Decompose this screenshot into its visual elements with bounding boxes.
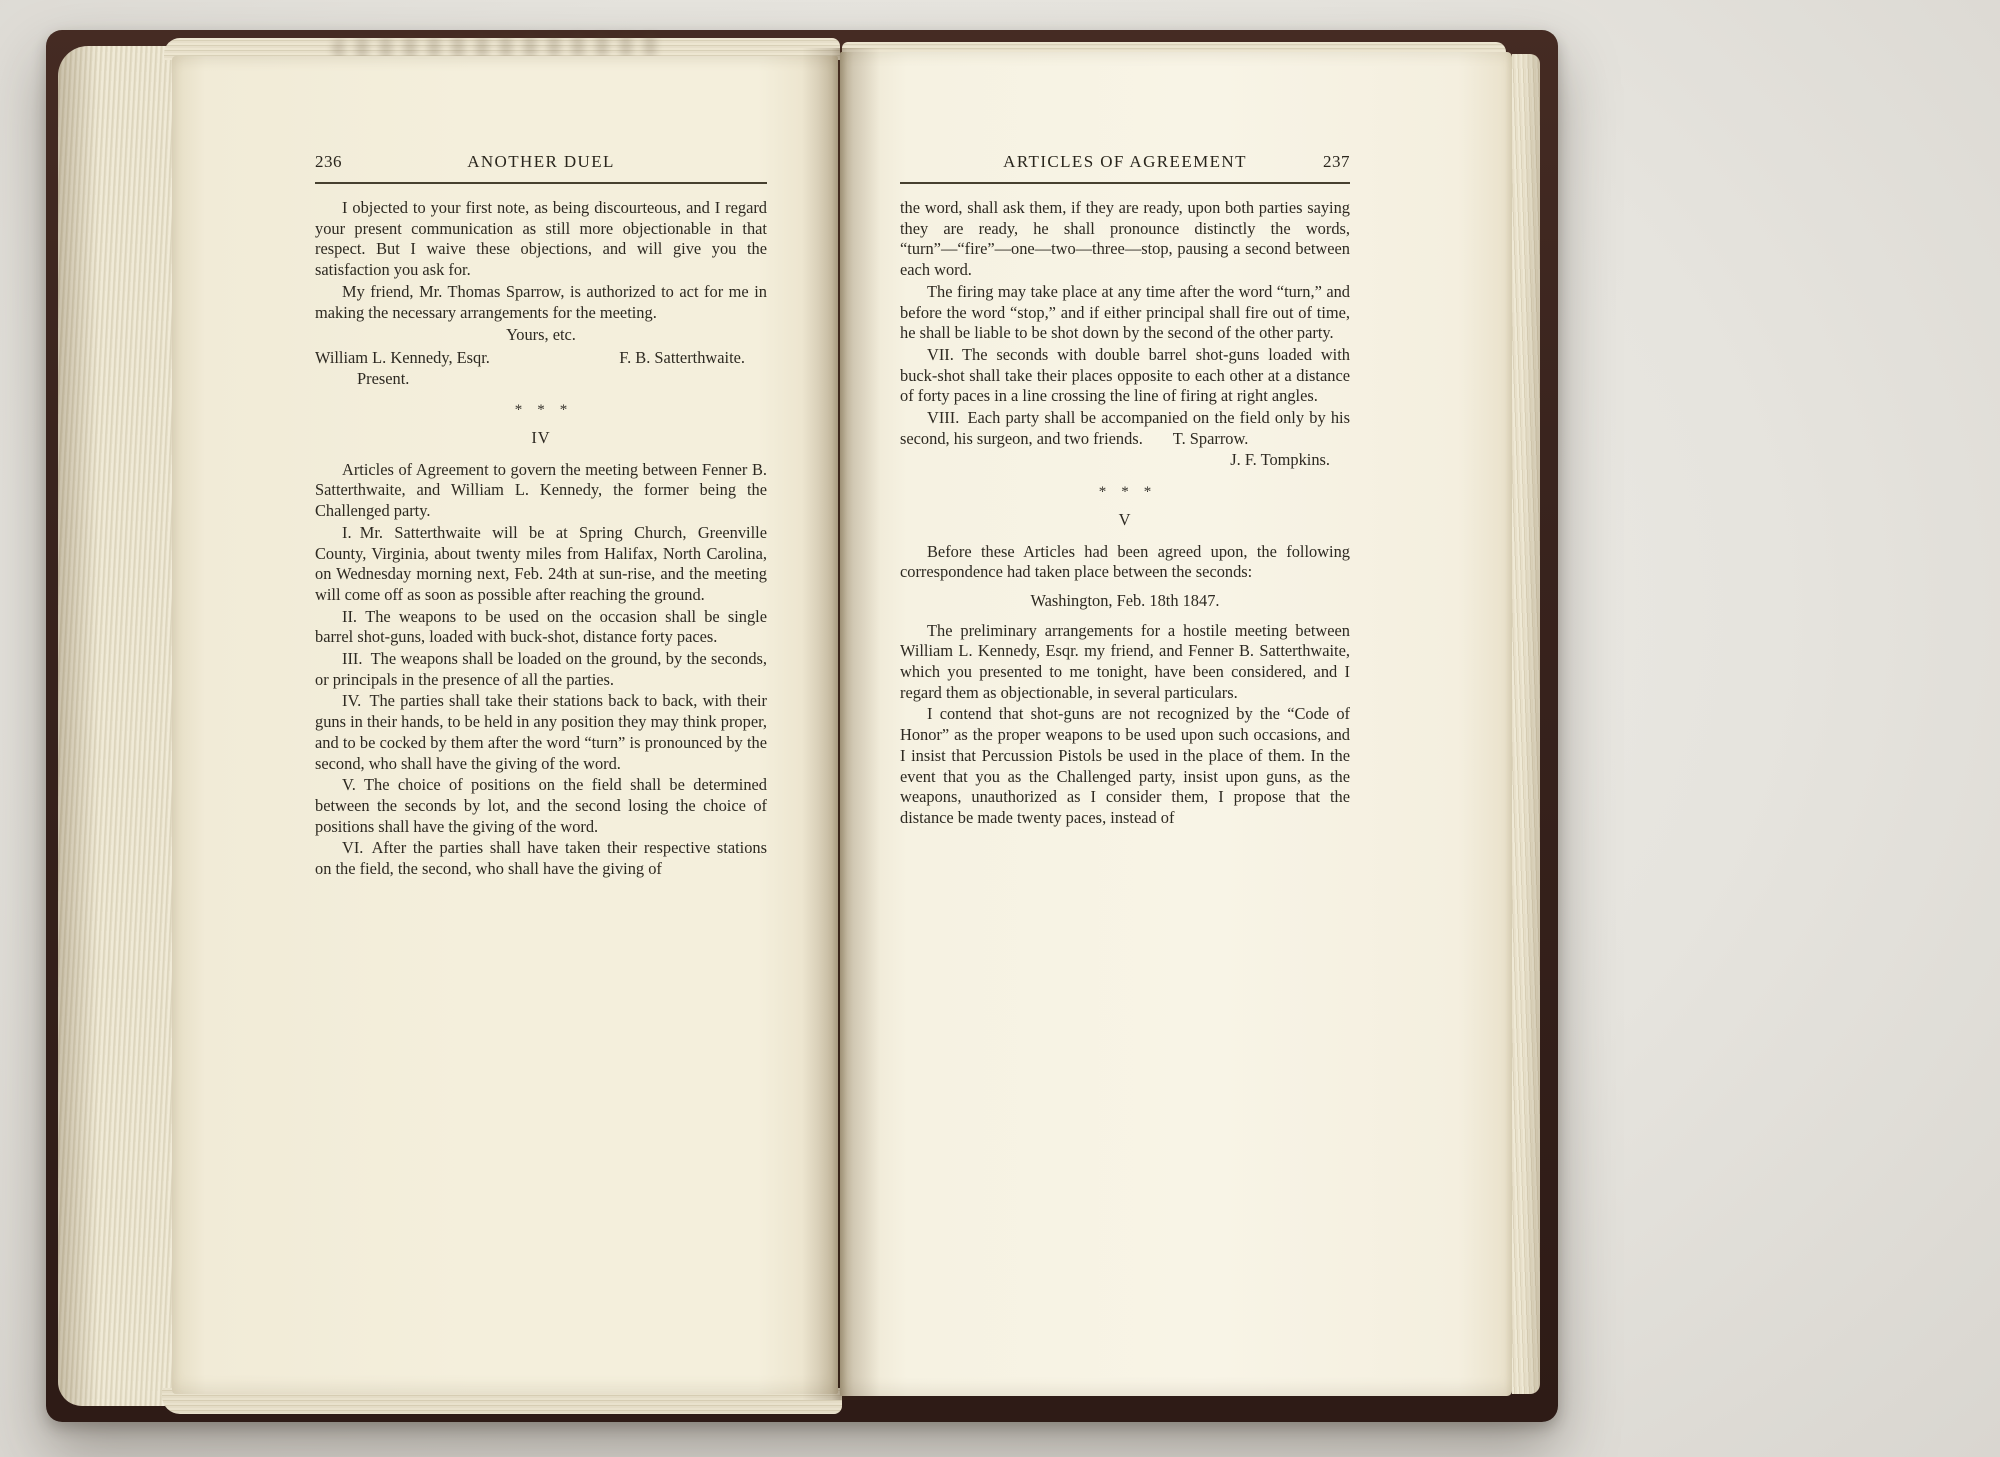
paragraph-articles-intro: Articles of Agreement to govern the meeting between Fenner B. Satterthwaite, and William L. Kennedy, the former being the Challenged party.	[315, 459, 767, 521]
left-page-stack-edge	[58, 46, 174, 1406]
right-page	[840, 52, 1512, 1396]
paragraph-preliminary: The preliminary arrangements for a hostile meeting between William L. Kennedy, Esqr. my friend, and Fenner B. Satterthwaite, which you presented to me tonight, have been considered, and I regard them as objectionable, in several particulars.	[900, 620, 1350, 702]
dateline: Washington, Feb. 18th 1847.	[1030, 590, 1220, 610]
signature-row	[315, 348, 767, 369]
left-page-body	[315, 198, 767, 880]
running-head-right: ARTICLES OF AGREEMENT	[1003, 152, 1247, 171]
paragraph-continuation: the word, shall ask them, if they are ready, upon both parties saying they are ready, he shall pronounce distinctly the words, “turn”—“fire”—one—two—three—stop, pausing a second between each word.	[900, 198, 1350, 280]
paragraph-article-2: II. The weapons to be used on the occasion shall be single barrel shot-guns, loaded with buck-shot, distance forty paces.	[315, 606, 767, 647]
signature-kennedy: William L. Kennedy, Esqr.	[315, 347, 490, 367]
right-page-body	[900, 198, 1350, 829]
signature-tompkins: J. F. Tompkins.	[1230, 450, 1330, 470]
paragraph-article-1: I. Mr. Satterthwaite will be at Spring Church, Greenville County, Virginia, about twenty miles from Halifax, North Carolina, on Wednesday morning next, Feb. 24th at sun-rise, and the meeting will come off as soon as possible after reaching the ground.	[315, 522, 767, 604]
left-text-column	[315, 152, 767, 881]
paragraph-objected: I objected to your first note, as being discourteous, and I regard your present communication as still more objectionable in that respect. But I waive these objections, and will give you the satisfaction you ask for.	[315, 198, 767, 280]
paragraph-article-6: VI. After the parties shall have taken their respective stations on the field, the second, who shall have the giving of	[315, 838, 767, 879]
signature-satterthwaite: F. B. Satterthwaite.	[619, 347, 745, 367]
paragraph-article-5: V. The choice of positions on the field shall be determined between the seconds by lot, and the second losing the choice of positions shall have the giving of the word.	[315, 775, 767, 836]
paragraph-before-articles: Before these Articles had been agreed upon, the following correspondence had taken place between the seconds:	[900, 541, 1350, 582]
running-head-left: ANOTHER DUEL	[467, 152, 615, 171]
present-line: Present.	[357, 368, 410, 388]
right-page-fore-edge	[1512, 54, 1540, 1394]
paragraph-article-8	[900, 408, 1350, 449]
section-separator-left: * * *	[514, 402, 568, 419]
paragraph-article-7: VII. The seconds with double barrel shot-guns loaded with buck-shot shall take their places opposite to each other at a distance of forty paces in a line crossing the line of firing at right angles.	[900, 344, 1350, 406]
paragraph-article-4: IV. The parties shall take their stations back to back, with their guns in their hands, to be held in any position they may think proper, and to be cocked by them after the word “turn” is pronounced by the second, who shall have the giving of the word.	[315, 691, 767, 773]
article-8-text: VIII. Each party shall be accompanied on the field only by his second, his surgeon, and two friends.	[900, 408, 1350, 448]
section-number-v: V	[1118, 509, 1132, 529]
paragraph-firing: The firing may take place at any time after the word “turn,” and before the word “stop,” and if either principal shall fire out of time, he shall be liable to be shot down by the second of the other party.	[900, 281, 1350, 343]
paragraph-contend: I contend that shot-guns are not recognized by the “Code of Honor” as the proper weapons to be used upon such occasions, and I insist that Percussion Pistols be used in the place of them. In the event that you as the Challenged party, insist upon guns, as the weapons, unauthorized as I consider them, I propose that the distance be made twenty paces, instead of	[900, 704, 1350, 827]
left-page	[172, 56, 838, 1394]
signature-sparrow: T. Sparrow.	[1172, 428, 1249, 448]
right-page-header	[900, 152, 1350, 184]
right-text-column	[900, 152, 1350, 830]
page-number-left: 236	[315, 152, 342, 171]
section-number-iv: IV	[531, 428, 551, 448]
open-book	[46, 30, 1558, 1422]
section-separator-right: * * *	[1098, 484, 1152, 501]
left-page-header	[315, 152, 767, 184]
closing-line: Yours, etc.	[506, 325, 576, 345]
paragraph-article-3: III. The weapons shall be loaded on the ground, by the seconds, or principals in the presence of all the parties.	[315, 649, 767, 689]
page-number-right: 237	[1323, 152, 1350, 171]
paragraph-friend: My friend, Mr. Thomas Sparrow, is authorized to act for me in making the necessary arrangements for the meeting.	[315, 281, 767, 322]
